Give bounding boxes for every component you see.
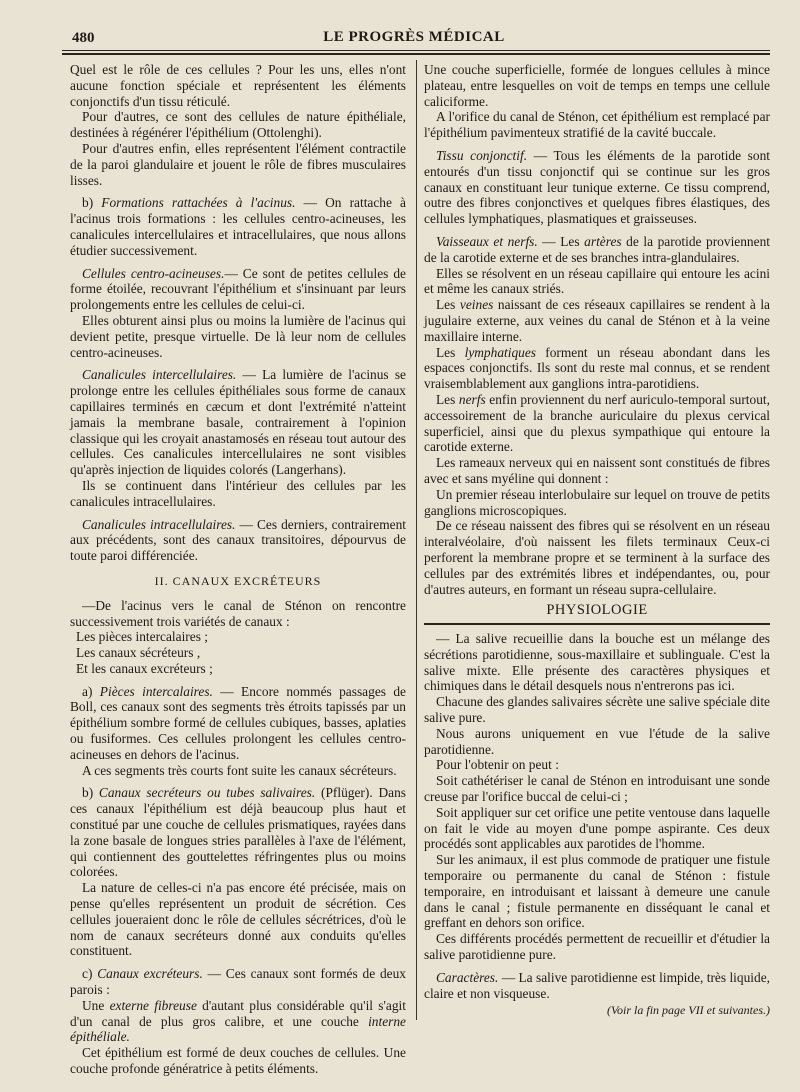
paragraph: [70, 966, 406, 998]
emphasis-term: veines: [459, 297, 494, 313]
page-header: [60, 28, 768, 50]
paragraph-text: naissant de ces réseaux capillaires se rendent à la jugulaire externe, aux veines du canal de Sténon et à la veine maxillaire interne.: [424, 297, 770, 344]
paragraph-text: — La lumière de l'acinus se prolonge entre les cellules épithéliales sous forme de canaux capillaires terminés en cæcum et dont l'extrémité n'atteint jamais la membrane basale, contrairement à l'opinion classique qui les croyait anastamosés en réseau tout autour des cellules. Ces canalicules intercellulaires ne sont visibles qu'après injection de liquides colorés (Langerhans).: [70, 367, 406, 478]
journal-title: LE PROGRÈS MÉDICAL: [323, 29, 505, 45]
item-letter: b): [82, 195, 102, 211]
paragraph: Pour l'obtenir on peut :: [436, 757, 559, 773]
emphasis-term: artères: [584, 233, 622, 249]
paragraph-text: — Ces canaux sont formés de deux parois :: [70, 966, 406, 998]
paragraph: Pour d'autres, ce sont des cellules de nature épithéliale, destinées à régénérer l'épithélium (Ottolenghi).: [70, 109, 406, 141]
section-rule: [424, 623, 770, 625]
paragraph: Chacune des glandes salivaires sécrète une salive spéciale dite salive pure.: [424, 694, 770, 726]
subheading-term: Canaux excréteurs.: [97, 966, 203, 982]
paragraph: Cet épithélium est formé de deux couches de cellules. Une couche profonde génératrice à petits éléments.: [70, 1045, 406, 1077]
paragraph-text: d'autant plus considérable qu'il s'agit d'un canal de plus gros calibre, et une couche: [70, 997, 406, 1029]
paragraph: Elles se résolvent en un réseau capillaire qui entoure les acini et même les canaux striés.: [424, 265, 770, 297]
paragraph: —De l'acinus vers le canal de Sténon on rencontre successivement trois variétés de canaux :: [70, 597, 406, 629]
item-letter: b): [82, 785, 99, 801]
paragraph: Soit cathétériser le canal de Sténon en introduisant une sonde creuse par l'orifice buccal de celui-ci ;: [424, 773, 770, 805]
section-title: PHYSIOLOGIE: [546, 602, 648, 619]
paragraph: Un premier réseau interlobulaire sur lequel on trouve de petits ganglions microscopiques.: [424, 486, 770, 518]
paragraph: [70, 785, 406, 880]
paragraph: [70, 266, 406, 313]
paragraph-text: forment un réseau abondant dans les espaces conjonctifs. Ils sont du reste mal connus, et se rendent vraisemblablement aux ganglions intra-parotidiens.: [424, 344, 770, 392]
paragraph: [70, 367, 406, 478]
emphasis-term: interne épithéliale.: [70, 1013, 406, 1045]
item-letter: c): [82, 966, 98, 982]
paragraph: [70, 684, 406, 763]
paragraph-text: — On rattache à l'acinus trois formations : les cellules centro-acineuses, les canalicules intercellulaires et intracellulaires, que nous allons étudier successivement.: [70, 195, 406, 258]
paragraph: [70, 195, 406, 258]
paragraph: Soit appliquer sur cet orifice une petite ventouse dans laquelle on fait le vide au moyen d'une pompe aspirante. Ces deux procédés sont applicables aux parotides de l'homme.: [424, 804, 770, 852]
item-letter: a): [82, 683, 100, 699]
subheading-term: Pièces intercalaires.: [99, 683, 213, 699]
paragraph-text: Les: [436, 344, 465, 360]
paragraph: Une couche superficielle, formée de longues cellules à mince plateau, entre lesquelles on voit de temps en temps une cellule caliciforme.: [424, 62, 770, 109]
paragraph: — La salive recueillie dans la bouche est un mélange des sécrétions parotidienne, sous-maxillaire et sublinguale. C'est la salive mixte. Elle présente des caractères physiques et chimiques dans le détail desquels nous n'entrerons pas ici.: [424, 631, 770, 694]
paragraph: Ces différents procédés permettent de recueillir et d'étudier la salive parotidienne pure.: [424, 931, 770, 963]
paragraph: [424, 234, 770, 266]
subheading-term: Canaux secréteurs ou tubes salivaires.: [98, 785, 316, 801]
paragraph-text: — Ce sont de petites cellules de forme étoilée, recouvrant l'épithélium et s'insinuant par leurs prolongements entre les cellules de celui-ci.: [70, 265, 406, 313]
page-number: 480: [72, 30, 95, 46]
paragraph: Les rameaux nerveux qui en naissent sont constitués de fibres avec et sans myéline qui donnent :: [424, 455, 770, 486]
list-item: Et les canaux excréteurs ;: [76, 660, 213, 676]
paragraph-text: Une: [82, 997, 110, 1013]
emphasis-term: lymphatiques: [464, 344, 536, 360]
paragraph: Quel est le rôle de ces cellules ? Pour les uns, elles n'ont aucune fonction spéciale et représentent les éléments conjonctifs d'un tissu réticulé.: [70, 62, 406, 109]
paragraph: A l'orifice du canal de Sténon, cet épithélium est remplacé par l'épithélium pavimenteux stratifié de la cavité buccale.: [424, 109, 770, 141]
right-column: [424, 62, 770, 1019]
paragraph-text: — Ces derniers, contrairement aux précédents, sont des canaux transitoires, dépourvus de toute paroi différenciée.: [70, 516, 406, 564]
emphasis-term: nerfs: [458, 391, 486, 407]
paragraph-text: — La salive parotidienne est limpide, très liquide, claire et non visqueuse.: [424, 969, 770, 1001]
subheading-term: Vaisseaux et nerfs.: [436, 233, 538, 249]
paragraph-text: — Encore nommés passages de Boll, ces canaux sont des segments très étroits tapissés par un épithélium sombre formé de cellules cubiques, basses, aplaties ou fusiformes. Ces cellules prolongent les cellules centro-acineuses en dehors de l'acinus.: [70, 683, 406, 762]
left-column: [70, 62, 406, 1077]
paragraph-text: — Tous les éléments de la parotide sont entourés d'un tissu conjonctif qui se continue sur les gros canaux en constituant leur tunique externe. Ce tissu comprend, outre des fibres conjonctives et quelques fibres élastiques, des cellules lymphatiques, plasmatiques et graisseuses.: [424, 147, 770, 227]
paragraph-text: Les: [436, 391, 459, 407]
subheading-term: Tissu conjonctif.: [436, 147, 528, 163]
paragraph: [424, 297, 770, 344]
subheading-term: Formations rattachées à l'acinus.: [101, 195, 296, 211]
paragraph-text: — Les: [537, 233, 585, 249]
paragraph-text: enfin proviennent du nerf auriculo-temporal surtout, accessoirement de la branche auriculaire du plexus cervical superficiel, ainsi que du plexus sympathique qui entoure la carotide externe.: [424, 391, 770, 455]
list-item: Les canaux sécréteurs ,: [76, 645, 201, 661]
paragraph: De ce réseau naissent des fibres qui se résolvent en un réseau interalvéolaire, d'où naissent les filets terminaux Ceux-ci perforent la membrane propre et se terminent à la surface des cellules par des extrémités libres et indépendantes, ou, pour d'autres auteurs, en formant un réseau supra-cellulaire.: [424, 518, 770, 597]
subheading-term: Caractères.: [436, 969, 499, 985]
subheading-term: Canalicules intracellulaires.: [82, 516, 236, 532]
paragraph-text: de la parotide proviennent de la carotide externe et de ses branches intra-glandulaires.: [424, 233, 770, 265]
header-rule: [62, 50, 770, 51]
paragraph: Sur les animaux, il est plus commode de pratiquer une fistule temporaire ou permanente du canal de Sténon : fistule temporaire, en introduisant et laissant à demeure une canule dans le canal ; fistule permanente en disséquant le canal et greffant en dehors son orifice.: [424, 852, 770, 931]
paragraph: [424, 148, 770, 227]
paragraph: [70, 998, 406, 1045]
paragraph: Pour d'autres enfin, elles représentent l'élément contractile de la paroi glandulaire et jouent le rôle de fibres musculaires lisses.: [70, 140, 406, 188]
paragraph: Elles obturent ainsi plus ou moins la lumière de l'acinus qui devient petite, presque virtuelle. De là leur nom de cellules centro-acineuses.: [70, 312, 406, 360]
paragraph-text: (Pflüger). Dans ces canaux l'épithélium est déjà beaucoup plus haut et constitué par une couche de cellules prismatiques, rayées dans la zone basale de longues stries parallèles à l'axe de l'élément, qui contiennent des gouttelettes réfringentes plus ou moins colorées.: [70, 785, 406, 880]
column-divider: [416, 60, 417, 1020]
paragraph: [70, 517, 406, 564]
paragraph: [424, 392, 770, 455]
paragraph: A ces segments très courts font suite les canaux sécréteurs.: [82, 762, 397, 778]
list-item: Les pièces intercalaires ;: [76, 629, 208, 645]
subheading-term: Canalicules intercellulaires.: [82, 367, 237, 383]
section-title: II. CANAUX EXCRÉTEURS: [154, 573, 322, 588]
subheading-term: Cellules centro-acineuses.: [82, 265, 225, 281]
paragraph: [424, 970, 770, 1002]
paragraph: La nature de celles-ci n'a pas encore été précisée, mais on pense qu'elles représentent un produit de sécrétion. Ces cellules joueraient donc le rôle de cellules sécrétrices, d'où le nom de canaux secréteurs donné aux conduits qu'elles constituent.: [70, 880, 406, 959]
header-rule-thick: [62, 53, 770, 55]
paragraph-text: Les: [436, 297, 460, 313]
emphasis-term: externe fibreuse: [109, 997, 197, 1013]
paragraph: Nous aurons uniquement en vue l'étude de la salive parotidienne.: [424, 725, 770, 757]
paragraph: Ils se continuent dans l'intérieur des cellules par les canalicules intracellulaires.: [70, 477, 406, 509]
continued-note: (Voir la fin page VII et suivantes.): [607, 1003, 770, 1018]
paragraph: [424, 345, 770, 392]
